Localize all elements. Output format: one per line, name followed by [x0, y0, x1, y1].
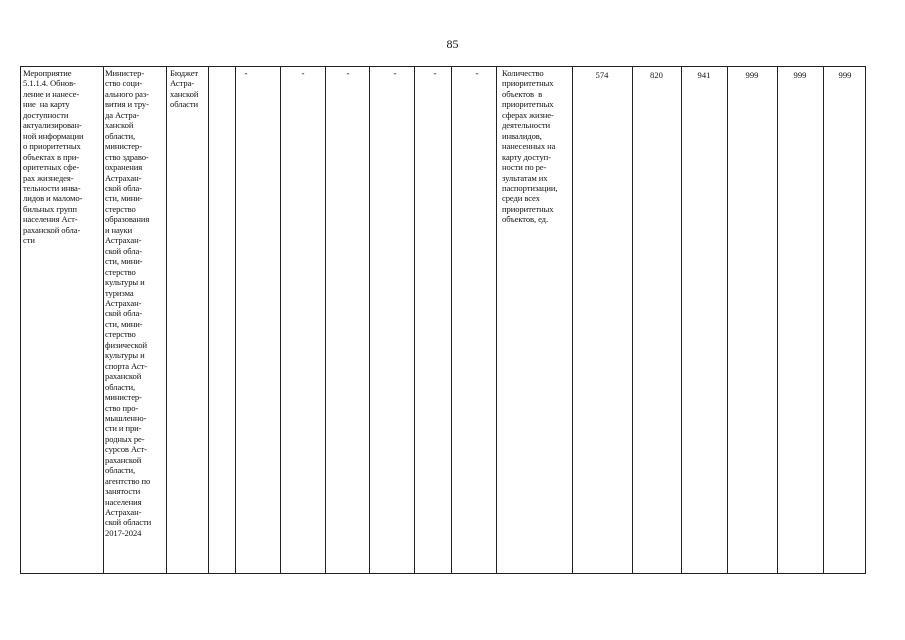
- column-divider: [414, 67, 415, 573]
- indicator-value: 999: [838, 70, 852, 80]
- indicator-value: 941: [697, 70, 711, 80]
- indicator-value: 820: [650, 70, 663, 80]
- column-divider: [103, 67, 104, 573]
- indicator-value: 999: [745, 70, 759, 80]
- column-divider: [166, 67, 167, 573]
- funding-source-cell: Бюджет Астра- ханской области: [170, 68, 199, 110]
- column-divider: [727, 67, 728, 573]
- indicator-value: 574: [595, 70, 609, 80]
- funding-value: -: [346, 68, 350, 78]
- funding-value: -: [244, 68, 248, 78]
- column-divider: [208, 67, 209, 573]
- indicator-cell: Количество приоритетных объектов в приоритетных сферах жизне- деятельности инвалидов, нанесенных на карту доступ- ности по ре- зультатам их паспортизации, среди всех приоритетных объектов, ед.: [502, 68, 558, 225]
- funding-value: -: [393, 68, 397, 78]
- column-divider: [681, 67, 682, 573]
- funding-value: -: [475, 68, 479, 78]
- column-divider: [325, 67, 326, 573]
- column-divider: [235, 67, 236, 573]
- funding-value: -: [301, 68, 305, 78]
- column-divider: [823, 67, 824, 573]
- indicator-value: 999: [793, 70, 807, 80]
- measures-table: [20, 66, 866, 574]
- page-number: 85: [446, 37, 459, 51]
- column-divider: [451, 67, 452, 573]
- column-divider: [280, 67, 281, 573]
- measure-cell: Мероприятие 5.1.1.4. Обнов- ление и нанесе- ние на карту доступности актуализирован- ной информации о приоритетных объектах в при- оритетных сфе- рах жизнедея- тельности инва- лидов и маломо- бильных групп населения Аст- раханской обла- сти: [23, 68, 84, 246]
- funding-value: -: [433, 68, 437, 78]
- column-divider: [632, 67, 633, 573]
- column-divider: [777, 67, 778, 573]
- column-divider: [572, 67, 573, 573]
- column-divider: [369, 67, 370, 573]
- executors-cell: Министер- ство соци- ального раз- вития и тру- да Астра- ханской области, министер- ство здраво- охранения Астрахан- ской обла- сти, мини- стерство образования и науки Астрахан- ской обла- сти, мини- стерство культуры и туризма Астрахан- ской обла- сти, мини- стерство физической культуры и спорта Аст- раханской области, министер- ство про- мышленно- сти и при- родных ре- сурсов Аст- раханской области, агентство по занятости населения Астрахан- ской области 2017-2024: [105, 68, 152, 538]
- column-divider: [496, 67, 497, 573]
